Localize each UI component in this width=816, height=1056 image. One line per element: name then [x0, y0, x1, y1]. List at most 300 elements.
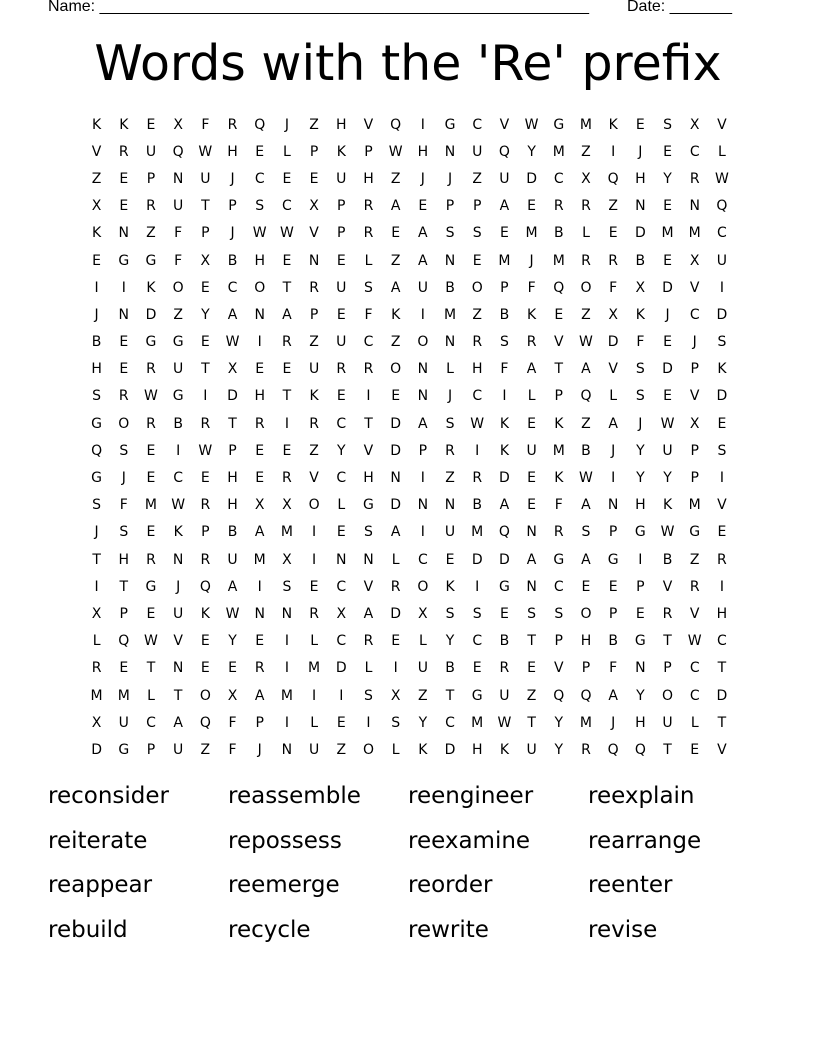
grid-cell[interactable]: E	[146, 442, 156, 459]
grid-cell[interactable]: N	[444, 334, 456, 351]
grid-cell[interactable]: M	[280, 524, 293, 541]
grid-cell[interactable]: A	[390, 524, 401, 541]
grid-cell[interactable]: G	[498, 578, 510, 595]
grid-cell[interactable]: I	[176, 442, 181, 459]
grid-cell[interactable]: E	[282, 252, 292, 269]
grid-cell[interactable]: X	[336, 605, 347, 622]
grid-cell[interactable]: V	[689, 388, 700, 405]
grid-cell[interactable]: Z	[390, 334, 401, 351]
grid-cell[interactable]: D	[716, 306, 728, 323]
grid-cell[interactable]: L	[310, 714, 318, 731]
grid-cell[interactable]: Z	[581, 143, 591, 160]
grid-cell[interactable]: I	[719, 470, 724, 487]
grid-cell[interactable]: R	[363, 198, 374, 215]
grid-cell[interactable]: N	[444, 252, 456, 269]
grid-cell[interactable]: R	[363, 633, 374, 650]
grid-cell[interactable]: K	[635, 306, 645, 323]
grid-cell[interactable]: Q	[498, 143, 510, 160]
grid-cell[interactable]: R	[689, 170, 700, 187]
grid-cell[interactable]: E	[690, 741, 700, 758]
grid-cell[interactable]: H	[254, 252, 265, 269]
grid-cell[interactable]: C	[717, 225, 727, 242]
grid-cell[interactable]: H	[363, 170, 374, 187]
grid-cell[interactable]: F	[500, 361, 509, 378]
grid-cell[interactable]: C	[689, 306, 700, 323]
grid-cell[interactable]: G	[471, 687, 483, 704]
grid-cell[interactable]: A	[581, 497, 591, 514]
grid-cell[interactable]: F	[119, 497, 128, 514]
grid-cell[interactable]: E	[255, 143, 265, 160]
grid-cell[interactable]: M	[525, 225, 538, 242]
grid-cell[interactable]: I	[393, 660, 398, 677]
grid-cell[interactable]: C	[417, 551, 428, 568]
grid-cell[interactable]: H	[227, 470, 238, 487]
grid-cell[interactable]: V	[662, 578, 673, 595]
grid-cell[interactable]: T	[201, 361, 210, 378]
grid-cell[interactable]: I	[420, 524, 425, 541]
grid-cell[interactable]: Z	[91, 170, 102, 187]
grid-cell[interactable]: N	[417, 388, 429, 405]
grid-cell[interactable]: M	[308, 660, 321, 677]
grid-cell[interactable]: N	[390, 470, 401, 487]
grid-cell[interactable]: E	[391, 633, 401, 650]
grid-cell[interactable]: F	[527, 279, 536, 296]
grid-cell[interactable]: U	[417, 279, 428, 296]
grid-cell[interactable]: J	[692, 334, 697, 351]
grid-cell[interactable]: I	[284, 633, 289, 650]
grid-cell[interactable]: Y	[337, 442, 346, 459]
grid-cell[interactable]: G	[172, 388, 184, 405]
grid-cell[interactable]: W	[687, 633, 702, 650]
grid-cell[interactable]: R	[717, 551, 727, 568]
grid-cell[interactable]: I	[420, 470, 425, 487]
grid-cell[interactable]: X	[635, 279, 646, 296]
grid-cell[interactable]: B	[445, 660, 455, 677]
grid-cell[interactable]: N	[172, 170, 184, 187]
grid-cell[interactable]: K	[418, 741, 428, 758]
grid-cell[interactable]: X	[254, 497, 265, 514]
grid-cell[interactable]: Q	[607, 741, 619, 758]
grid-cell[interactable]: Y	[554, 714, 564, 731]
grid-cell[interactable]: E	[200, 279, 210, 296]
grid-cell[interactable]: R	[581, 198, 591, 215]
grid-cell[interactable]: X	[309, 198, 319, 215]
grid-cell[interactable]: J	[447, 170, 453, 187]
grid-cell[interactable]: R	[227, 116, 238, 133]
grid-cell[interactable]: R	[309, 415, 319, 432]
grid-cell[interactable]: L	[527, 388, 536, 405]
grid-cell[interactable]: A	[608, 687, 618, 704]
grid-cell[interactable]: J	[638, 143, 643, 160]
grid-cell[interactable]: I	[475, 442, 480, 459]
grid-cell[interactable]: R	[254, 415, 265, 432]
grid-cell[interactable]: H	[336, 116, 347, 133]
grid-cell[interactable]: J	[447, 388, 453, 405]
grid-cell[interactable]: I	[284, 415, 289, 432]
grid-cell[interactable]: U	[417, 660, 428, 677]
grid-cell[interactable]: O	[417, 578, 429, 595]
grid-cell[interactable]: L	[690, 714, 699, 731]
grid-cell[interactable]: A	[608, 415, 618, 432]
grid-cell[interactable]: X	[689, 252, 700, 269]
grid-cell[interactable]: D	[227, 388, 238, 405]
grid-cell[interactable]: Z	[146, 225, 156, 242]
grid-cell[interactable]: C	[689, 687, 700, 704]
grid-cell[interactable]: T	[527, 633, 536, 650]
grid-cell[interactable]: N	[635, 660, 646, 677]
grid-cell[interactable]: T	[663, 741, 672, 758]
grid-cell[interactable]: W	[579, 470, 593, 487]
grid-cell[interactable]: L	[391, 551, 400, 568]
grid-cell[interactable]: E	[554, 306, 564, 323]
grid-cell[interactable]: L	[147, 687, 155, 704]
grid-cell[interactable]: L	[364, 252, 373, 269]
grid-cell[interactable]: E	[336, 252, 346, 269]
grid-cell[interactable]: R	[472, 334, 483, 351]
grid-cell[interactable]: N	[689, 198, 700, 215]
grid-cell[interactable]: U	[336, 170, 347, 187]
grid-cell[interactable]: D	[662, 361, 673, 378]
grid-cell[interactable]: N	[526, 524, 537, 541]
grid-cell[interactable]: A	[418, 252, 428, 269]
grid-cell[interactable]: N	[526, 578, 537, 595]
grid-cell[interactable]: U	[173, 605, 184, 622]
grid-cell[interactable]: I	[257, 334, 262, 351]
grid-cell[interactable]: C	[472, 633, 483, 650]
grid-cell[interactable]: D	[526, 170, 537, 187]
grid-cell[interactable]: S	[717, 442, 727, 459]
grid-cell[interactable]: R	[581, 741, 591, 758]
grid-cell[interactable]: F	[609, 279, 618, 296]
grid-cell[interactable]: Z	[336, 741, 347, 758]
grid-cell[interactable]: N	[336, 551, 347, 568]
grid-cell[interactable]: H	[118, 551, 130, 568]
grid-cell[interactable]: J	[94, 524, 99, 541]
grid-cell[interactable]: G	[363, 497, 374, 514]
grid-cell[interactable]: E	[472, 660, 482, 677]
grid-cell[interactable]: B	[553, 225, 564, 242]
grid-cell[interactable]: X	[282, 497, 292, 514]
grid-cell[interactable]: E	[608, 578, 618, 595]
grid-cell[interactable]: P	[581, 660, 591, 677]
grid-cell[interactable]: F	[609, 660, 618, 677]
grid-cell[interactable]: D	[145, 306, 157, 323]
grid-cell[interactable]: I	[94, 578, 99, 595]
grid-cell[interactable]: J	[420, 170, 425, 187]
grid-cell[interactable]: A	[390, 198, 401, 215]
grid-cell[interactable]: R	[336, 361, 347, 378]
grid-cell[interactable]: Z	[418, 687, 428, 704]
grid-cell[interactable]: Y	[636, 687, 645, 704]
grid-cell[interactable]: L	[446, 361, 454, 378]
grid-cell[interactable]: A	[526, 551, 537, 568]
grid-cell[interactable]: L	[391, 741, 400, 758]
grid-cell[interactable]: S	[364, 279, 373, 296]
grid-cell[interactable]: U	[308, 361, 320, 378]
grid-cell[interactable]: B	[227, 252, 238, 269]
grid-cell[interactable]: T	[717, 714, 727, 731]
grid-cell[interactable]: R	[254, 660, 265, 677]
grid-cell[interactable]: D	[499, 551, 510, 568]
grid-cell[interactable]: V	[717, 741, 727, 758]
grid-cell[interactable]: U	[173, 198, 184, 215]
grid-cell[interactable]: U	[662, 714, 673, 731]
grid-cell[interactable]: V	[553, 334, 564, 351]
grid-cell[interactable]: O	[580, 605, 592, 622]
grid-cell[interactable]: B	[91, 334, 102, 351]
grid-cell[interactable]: A	[499, 497, 510, 514]
grid-cell[interactable]: B	[608, 633, 618, 650]
grid-cell[interactable]: V	[553, 660, 564, 677]
grid-cell[interactable]: I	[420, 306, 425, 323]
grid-cell[interactable]: E	[146, 116, 156, 133]
grid-cell[interactable]: C	[689, 660, 700, 677]
grid-cell[interactable]: L	[337, 497, 346, 514]
grid-cell[interactable]: K	[662, 497, 673, 514]
grid-cell[interactable]: J	[230, 170, 235, 187]
grid-cell[interactable]: A	[581, 361, 591, 378]
grid-cell[interactable]: K	[499, 741, 509, 758]
grid-cell[interactable]: M	[688, 497, 701, 514]
grid-cell[interactable]: N	[363, 551, 374, 568]
grid-cell[interactable]: O	[662, 687, 674, 704]
grid-cell[interactable]: U	[662, 442, 673, 459]
grid-cell[interactable]: S	[527, 605, 537, 622]
grid-cell[interactable]: G	[553, 551, 565, 568]
grid-cell[interactable]: Q	[553, 687, 565, 704]
grid-cell[interactable]: C	[553, 578, 564, 595]
grid-cell[interactable]: P	[146, 170, 156, 187]
grid-cell[interactable]: E	[146, 470, 156, 487]
grid-cell[interactable]: E	[663, 252, 672, 269]
grid-cell[interactable]: K	[527, 306, 537, 323]
grid-cell[interactable]: S	[119, 524, 129, 541]
grid-cell[interactable]: G	[145, 252, 157, 269]
grid-cell[interactable]: S	[92, 388, 102, 405]
grid-cell[interactable]: E	[309, 170, 319, 187]
grid-cell[interactable]: M	[471, 714, 484, 731]
grid-cell[interactable]: E	[608, 225, 618, 242]
grid-cell[interactable]: B	[635, 252, 646, 269]
grid-cell[interactable]: J	[529, 252, 534, 269]
grid-cell[interactable]: P	[636, 578, 645, 595]
grid-cell[interactable]: R	[608, 252, 619, 269]
grid-cell[interactable]: D	[390, 497, 402, 514]
grid-cell[interactable]: Y	[663, 170, 672, 187]
grid-cell[interactable]: E	[146, 524, 156, 541]
grid-cell[interactable]: H	[635, 714, 646, 731]
grid-cell[interactable]: X	[173, 116, 183, 133]
grid-cell[interactable]: Z	[390, 170, 401, 187]
grid-cell[interactable]: I	[312, 524, 317, 541]
grid-cell[interactable]: H	[227, 143, 238, 160]
grid-cell[interactable]: V	[309, 470, 319, 487]
grid-cell[interactable]: B	[445, 279, 455, 296]
grid-cell[interactable]: C	[336, 415, 347, 432]
grid-cell[interactable]: U	[526, 442, 537, 459]
grid-cell[interactable]: J	[257, 741, 262, 758]
grid-cell[interactable]: E	[282, 170, 292, 187]
grid-cell[interactable]: R	[689, 578, 700, 595]
grid-cell[interactable]: R	[118, 388, 129, 405]
grid-cell[interactable]: X	[282, 551, 292, 568]
grid-cell[interactable]: E	[255, 442, 265, 459]
grid-cell[interactable]: N	[607, 497, 619, 514]
grid-cell[interactable]: R	[200, 415, 211, 432]
grid-cell[interactable]: O	[308, 497, 320, 514]
grid-cell[interactable]: M	[498, 252, 511, 269]
grid-cell[interactable]: Q	[199, 578, 211, 595]
grid-cell[interactable]: K	[336, 143, 346, 160]
grid-cell[interactable]: H	[635, 497, 646, 514]
grid-cell[interactable]: U	[118, 714, 129, 731]
grid-cell[interactable]: N	[172, 660, 184, 677]
grid-cell[interactable]: E	[635, 116, 645, 133]
grid-cell[interactable]: E	[418, 198, 428, 215]
grid-cell[interactable]: M	[552, 143, 565, 160]
grid-cell[interactable]: M	[552, 252, 565, 269]
grid-cell[interactable]: A	[581, 551, 591, 568]
grid-cell[interactable]: T	[173, 687, 183, 704]
grid-cell[interactable]: N	[254, 306, 265, 323]
grid-cell[interactable]: C	[227, 279, 238, 296]
grid-cell[interactable]: A	[254, 524, 265, 541]
grid-cell[interactable]: G	[172, 334, 184, 351]
grid-cell[interactable]: F	[201, 116, 210, 133]
grid-cell[interactable]: P	[608, 605, 618, 622]
grid-cell[interactable]: U	[336, 334, 347, 351]
grid-cell[interactable]: C	[553, 170, 564, 187]
grid-cell[interactable]: I	[719, 279, 724, 296]
grid-cell[interactable]: E	[499, 225, 509, 242]
grid-cell[interactable]: Z	[472, 306, 483, 323]
grid-cell[interactable]: R	[146, 415, 156, 432]
grid-cell[interactable]: P	[228, 198, 237, 215]
grid-cell[interactable]: D	[662, 279, 673, 296]
grid-cell[interactable]: M	[280, 687, 293, 704]
grid-cell[interactable]: P	[337, 225, 346, 242]
grid-cell[interactable]: J	[94, 306, 99, 323]
grid-cell[interactable]: U	[716, 252, 728, 269]
grid-cell[interactable]: P	[119, 605, 128, 622]
grid-cell[interactable]: D	[607, 334, 619, 351]
grid-cell[interactable]: K	[92, 225, 102, 242]
grid-cell[interactable]: L	[92, 633, 101, 650]
grid-cell[interactable]: R	[526, 334, 537, 351]
grid-cell[interactable]: Z	[309, 334, 319, 351]
grid-cell[interactable]: Z	[309, 442, 319, 459]
grid-cell[interactable]: R	[118, 143, 129, 160]
grid-cell[interactable]: I	[284, 660, 289, 677]
grid-cell[interactable]: J	[611, 442, 616, 459]
grid-cell[interactable]: F	[228, 741, 237, 758]
grid-cell[interactable]: C	[336, 578, 347, 595]
grid-cell[interactable]: E	[499, 605, 509, 622]
grid-cell[interactable]: E	[119, 198, 129, 215]
grid-cell[interactable]: O	[199, 687, 211, 704]
grid-cell[interactable]: V	[363, 578, 374, 595]
grid-cell[interactable]: T	[146, 660, 156, 677]
grid-cell[interactable]: I	[257, 578, 262, 595]
grid-cell[interactable]: L	[283, 143, 291, 160]
grid-cell[interactable]: T	[717, 660, 727, 677]
grid-cell[interactable]: P	[309, 306, 319, 323]
grid-cell[interactable]: X	[200, 252, 211, 269]
grid-cell[interactable]: Z	[173, 306, 183, 323]
grid-cell[interactable]: D	[634, 225, 646, 242]
grid-cell[interactable]: B	[499, 306, 510, 323]
grid-cell[interactable]: Q	[91, 442, 103, 459]
grid-cell[interactable]: F	[636, 334, 645, 351]
grid-cell[interactable]: K	[554, 470, 564, 487]
grid-cell[interactable]: T	[201, 198, 210, 215]
grid-cell[interactable]: A	[363, 605, 374, 622]
grid-cell[interactable]: W	[470, 415, 485, 432]
grid-cell[interactable]: O	[362, 741, 374, 758]
grid-cell[interactable]: W	[252, 225, 267, 242]
grid-cell[interactable]: X	[418, 605, 428, 622]
grid-cell[interactable]: H	[363, 470, 374, 487]
grid-cell[interactable]: S	[635, 361, 645, 378]
grid-cell[interactable]: C	[472, 388, 483, 405]
grid-cell[interactable]: Q	[553, 279, 565, 296]
grid-cell[interactable]: S	[119, 442, 129, 459]
grid-cell[interactable]: P	[690, 470, 699, 487]
grid-cell[interactable]: S	[663, 116, 672, 133]
grid-cell[interactable]: U	[173, 361, 184, 378]
grid-cell[interactable]: J	[121, 470, 126, 487]
grid-cell[interactable]: G	[145, 578, 157, 595]
grid-cell[interactable]: Y	[663, 470, 672, 487]
grid-cell[interactable]: E	[527, 198, 537, 215]
grid-cell[interactable]: W	[144, 388, 158, 405]
grid-cell[interactable]: Y	[636, 442, 645, 459]
grid-cell[interactable]: B	[499, 633, 510, 650]
grid-cell[interactable]: P	[418, 442, 428, 459]
grid-cell[interactable]: R	[200, 497, 211, 514]
grid-cell[interactable]: V	[309, 225, 319, 242]
grid-cell[interactable]: Z	[581, 306, 591, 323]
grid-cell[interactable]: E	[527, 497, 537, 514]
grid-cell[interactable]: E	[472, 252, 482, 269]
grid-cell[interactable]: P	[554, 633, 563, 650]
grid-cell[interactable]: Z	[200, 741, 211, 758]
grid-cell[interactable]: Y	[527, 143, 536, 160]
grid-cell[interactable]: V	[689, 605, 700, 622]
grid-cell[interactable]: D	[91, 741, 102, 758]
grid-cell[interactable]: C	[472, 116, 483, 133]
grid-cell[interactable]: E	[228, 660, 237, 677]
grid-cell[interactable]: S	[581, 524, 591, 541]
grid-cell[interactable]: K	[499, 442, 509, 459]
grid-cell[interactable]: K	[200, 605, 210, 622]
grid-cell[interactable]: E	[663, 143, 672, 160]
grid-cell[interactable]: N	[635, 198, 646, 215]
grid-cell[interactable]: P	[690, 361, 699, 378]
grid-cell[interactable]: G	[553, 116, 565, 133]
grid-cell[interactable]: W	[524, 116, 539, 133]
grid-cell[interactable]: R	[581, 252, 591, 269]
grid-cell[interactable]: Q	[716, 198, 728, 215]
grid-cell[interactable]: E	[663, 388, 672, 405]
grid-cell[interactable]: H	[580, 633, 592, 650]
grid-cell[interactable]: J	[176, 578, 181, 595]
grid-cell[interactable]: R	[200, 551, 211, 568]
grid-cell[interactable]: H	[471, 741, 483, 758]
grid-cell[interactable]: D	[390, 442, 402, 459]
grid-cell[interactable]: A	[499, 198, 510, 215]
grid-cell[interactable]: V	[689, 279, 700, 296]
